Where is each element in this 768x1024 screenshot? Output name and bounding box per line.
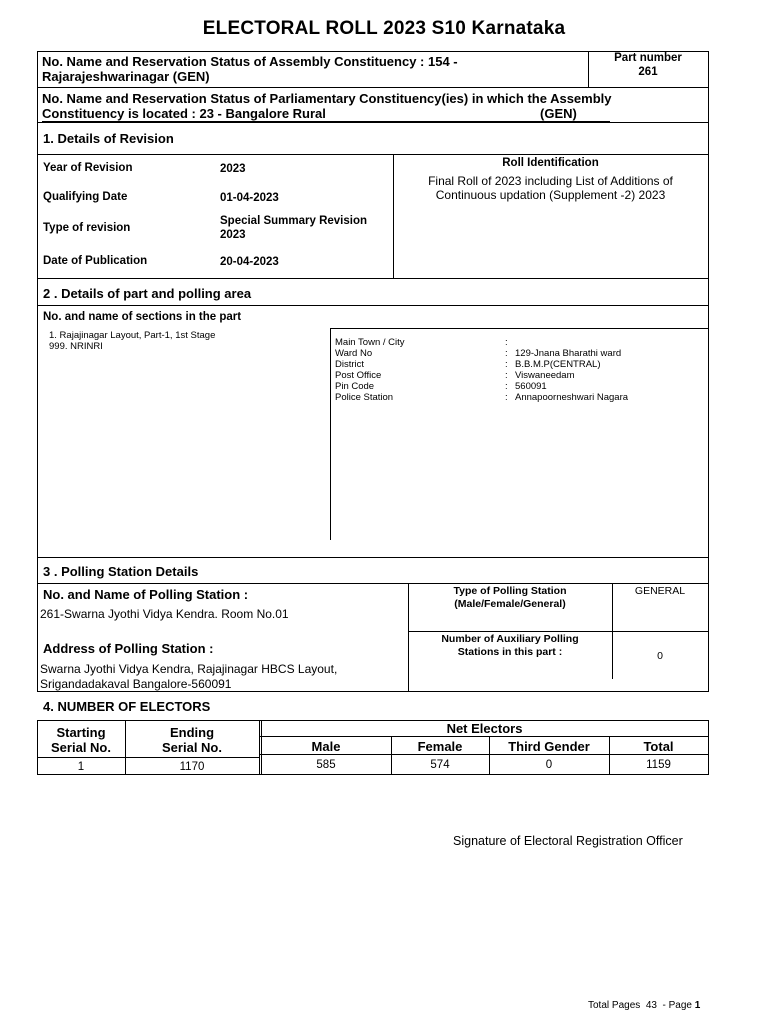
auxiliary-stations-value: 0 bbox=[657, 650, 663, 662]
qualifying-date-value: 01-04-2023 bbox=[220, 192, 279, 204]
roll-identification-line2: Continuous updation (Supplement -2) 2023 bbox=[435, 188, 666, 202]
net-electors-header: Net Electors bbox=[446, 721, 523, 736]
polling-station-name-value: 261-Swarna Jyothi Vidya Kendra. Room No.01 bbox=[40, 607, 289, 621]
main-town-label: Main Town / City bbox=[335, 337, 405, 348]
police-station-value: Annapoorneshwari Nagara bbox=[515, 392, 629, 403]
polling-station-address-line2: Srigandadakaval Bangalore-560091 bbox=[40, 677, 232, 691]
sections-heading: No. and name of sections in the part bbox=[43, 311, 242, 323]
part-number-label: Part number bbox=[614, 52, 682, 64]
section-item: 999. NRINRI bbox=[49, 341, 103, 352]
colon-separator: : bbox=[505, 337, 508, 348]
post-office-value: Viswaneedam bbox=[515, 370, 575, 381]
male-header: Male bbox=[311, 739, 341, 754]
part-number-value: 261 bbox=[638, 66, 658, 78]
pin-code-value: 560091 bbox=[515, 381, 547, 392]
page-number: 1 bbox=[694, 1000, 701, 1011]
district-value: B.B.M.P(CENTRAL) bbox=[515, 359, 601, 370]
electors-heading: 4. NUMBER OF ELECTORS bbox=[43, 699, 211, 714]
third-gender-header: Third Gender bbox=[508, 739, 590, 754]
total-value: 1159 bbox=[646, 759, 671, 771]
type-of-revision-label: Type of revision bbox=[43, 222, 131, 234]
district-label: District bbox=[335, 359, 365, 370]
outer-left-border bbox=[37, 51, 38, 691]
colon-separator: : bbox=[505, 359, 508, 370]
ending-serial-header-line1: Ending bbox=[169, 725, 215, 740]
starting-serial-value: 1 bbox=[77, 761, 85, 773]
type-of-revision-value-line2: 2023 bbox=[220, 229, 246, 241]
polling-heading: 3 . Polling Station Details bbox=[43, 564, 199, 579]
roll-identification-line1: Final Roll of 2023 including List of Additions of bbox=[428, 174, 673, 188]
colon-separator: : bbox=[505, 392, 508, 403]
polling-type-label-line1: Type of Polling Station bbox=[453, 585, 567, 597]
polling-station-address-label: Address of Polling Station : bbox=[43, 641, 214, 656]
total-header: Total bbox=[643, 739, 674, 754]
starting-serial-header-line1: Starting bbox=[56, 725, 106, 740]
document-title: ELECTORAL ROLL 2023 S10 Karnataka bbox=[202, 18, 566, 39]
parliamentary-reservation-status: (GEN) bbox=[540, 106, 577, 121]
type-of-revision-value-line1: Special Summary Revision bbox=[220, 215, 368, 227]
ending-serial-header-line2: Serial No. bbox=[162, 740, 222, 755]
part-area-heading: 2 . Details of part and polling area bbox=[43, 286, 252, 301]
qualifying-date-label: Qualifying Date bbox=[43, 191, 128, 203]
ward-no-value: 129-Jnana Bharathi ward bbox=[515, 348, 622, 359]
year-of-revision-value: 2023 bbox=[220, 163, 246, 175]
female-value: 574 bbox=[430, 759, 450, 771]
revision-heading: 1. Details of Revision bbox=[43, 131, 174, 146]
colon-separator: : bbox=[505, 381, 508, 392]
polling-station-name-label: No. and Name of Polling Station : bbox=[43, 587, 249, 602]
parliamentary-constituency-line1: No. Name and Reservation Status of Parliamentary Constituency(ies) in which the Assembly bbox=[42, 91, 612, 106]
signature-label: Signature of Electoral Registration Officer bbox=[453, 834, 683, 848]
colon-separator: : bbox=[505, 370, 508, 381]
section-item: 1. Rajajinagar Layout, Part-1, 1st Stage bbox=[49, 330, 216, 341]
police-station-label: Police Station bbox=[335, 392, 394, 403]
female-header: Female bbox=[417, 739, 463, 754]
outer-right-border bbox=[708, 51, 709, 691]
pin-code-label: Pin Code bbox=[335, 381, 375, 392]
ward-no-label: Ward No bbox=[335, 348, 373, 359]
polling-type-value: GENERAL bbox=[634, 585, 686, 597]
date-of-publication-label: Date of Publication bbox=[43, 255, 148, 267]
third-gender-value: 0 bbox=[545, 759, 553, 771]
roll-identification-heading: Roll Identification bbox=[502, 157, 599, 169]
polling-station-address-line1: Swarna Jyothi Vidya Kendra, Rajajinagar HBCS Layout, bbox=[40, 662, 338, 676]
auxiliary-stations-label-line1: Number of Auxiliary Polling bbox=[441, 633, 579, 645]
page-footer-prefix: Total Pages 43 - Page bbox=[588, 1000, 695, 1011]
page-footer bbox=[588, 1000, 700, 1012]
polling-type-label-line2: (Male/Female/General) bbox=[454, 598, 566, 610]
post-office-label: Post Office bbox=[335, 370, 382, 381]
parliamentary-constituency-line2: Constituency is located : 23 - Bangalore Rural bbox=[42, 106, 326, 121]
ending-serial-value: 1170 bbox=[179, 761, 205, 773]
auxiliary-stations-label-line2: Stations in this part : bbox=[457, 646, 563, 658]
male-value: 585 bbox=[316, 759, 336, 771]
assembly-constituency-line1: No. Name and Reservation Status of Assembly Constituency : 154 - bbox=[42, 54, 458, 69]
year-of-revision-label: Year of Revision bbox=[43, 162, 133, 174]
starting-serial-header-line2: Serial No. bbox=[51, 740, 111, 755]
assembly-constituency-line2: Rajarajeshwarinagar (GEN) bbox=[42, 69, 210, 84]
date-of-publication-value: 20-04-2023 bbox=[220, 256, 279, 268]
colon-separator: : bbox=[505, 348, 508, 359]
